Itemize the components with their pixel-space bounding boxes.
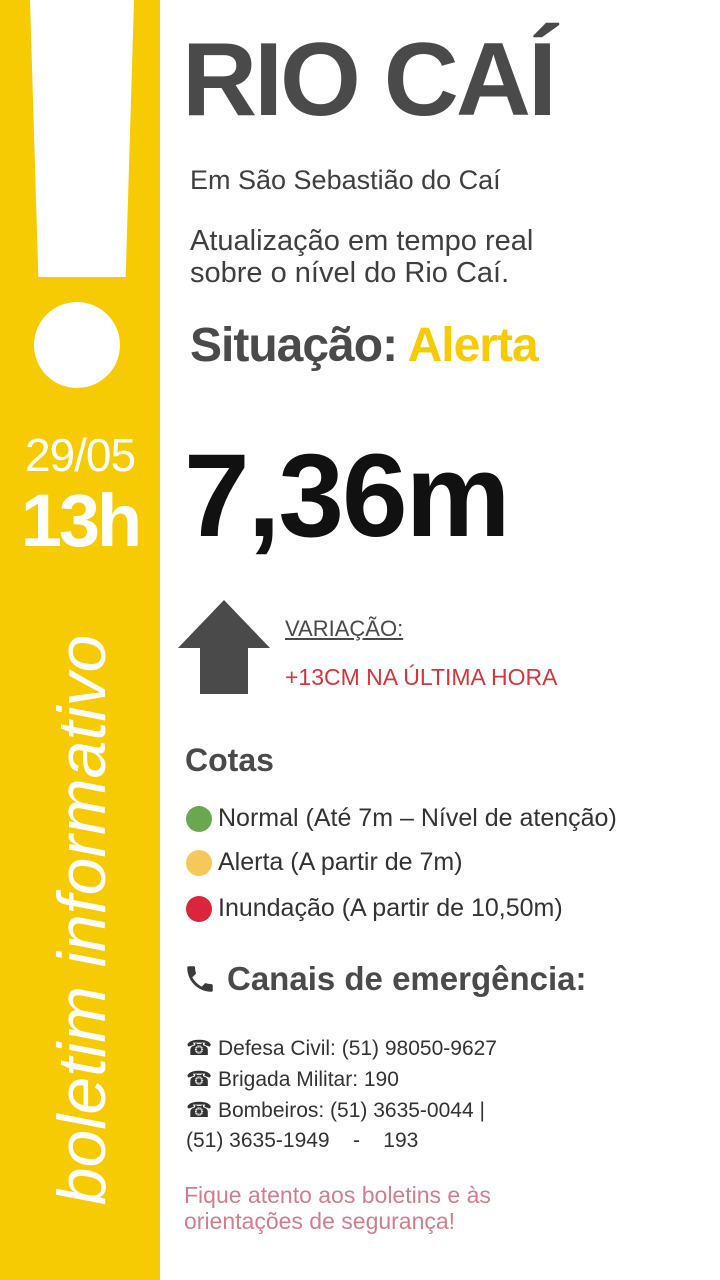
bulletin-vertical-label: boletim informativo xyxy=(44,634,120,1206)
status-value: Alerta xyxy=(407,319,538,372)
cota-item-inundacao xyxy=(186,894,563,923)
update-line-2: sobre o nível do Rio Caí. xyxy=(190,257,510,289)
cota-label: Alerta (A partir de 7m) xyxy=(218,848,463,876)
phone-icon xyxy=(183,962,217,996)
arrow-up-icon xyxy=(178,600,270,694)
red-dot-icon xyxy=(186,896,212,922)
safety-notice-line-2: orientações de segurança! xyxy=(184,1208,456,1234)
bulletin-date: 29/05 xyxy=(24,429,136,481)
contact-defesa-civil: ☎ Defesa Civil: (51) 98050-9627 xyxy=(186,1037,497,1060)
bulletin-hour: 13h xyxy=(20,479,140,562)
update-line-1: Atualização em tempo real xyxy=(190,225,534,257)
yellow-dot-icon xyxy=(186,850,212,876)
exclamation-icon xyxy=(30,0,134,277)
green-dot-icon xyxy=(186,806,212,832)
cota-label: Inundação (A partir de 10,50m) xyxy=(218,894,563,922)
safety-notice-line-1: Fique atento aos boletins e às xyxy=(184,1182,491,1208)
location-subtitle: Em São Sebastião do Caí xyxy=(190,165,501,195)
contact-bombeiros-extra: (51) 3635-1949 - 193 xyxy=(186,1129,419,1152)
contact-brigada-militar: ☎ Brigada Militar: 190 xyxy=(186,1068,399,1091)
status-line xyxy=(190,318,538,373)
cotas-title: Cotas xyxy=(185,742,274,778)
cota-item-alerta xyxy=(186,848,463,877)
variation-value: +13CM NA ÚLTIMA HORA xyxy=(285,664,558,690)
safety-notice xyxy=(184,1182,491,1234)
contact-bombeiros: ☎ Bombeiros: (51) 3635-0044 | xyxy=(186,1099,485,1122)
update-description xyxy=(190,225,533,289)
variation-label: VARIAÇÃO: xyxy=(285,616,404,641)
cota-label: Normal (Até 7m – Nível de atenção) xyxy=(218,804,617,832)
exclamation-dot xyxy=(34,302,120,388)
sidebar xyxy=(0,0,160,1280)
emergency-title xyxy=(183,960,587,998)
cota-item-normal xyxy=(186,804,617,833)
status-label: Situação: xyxy=(190,319,398,372)
page-title: RIO CAÍ xyxy=(182,22,554,138)
emergency-title-text: Canais de emergência: xyxy=(227,960,587,997)
river-level: 7,36m xyxy=(184,430,509,562)
